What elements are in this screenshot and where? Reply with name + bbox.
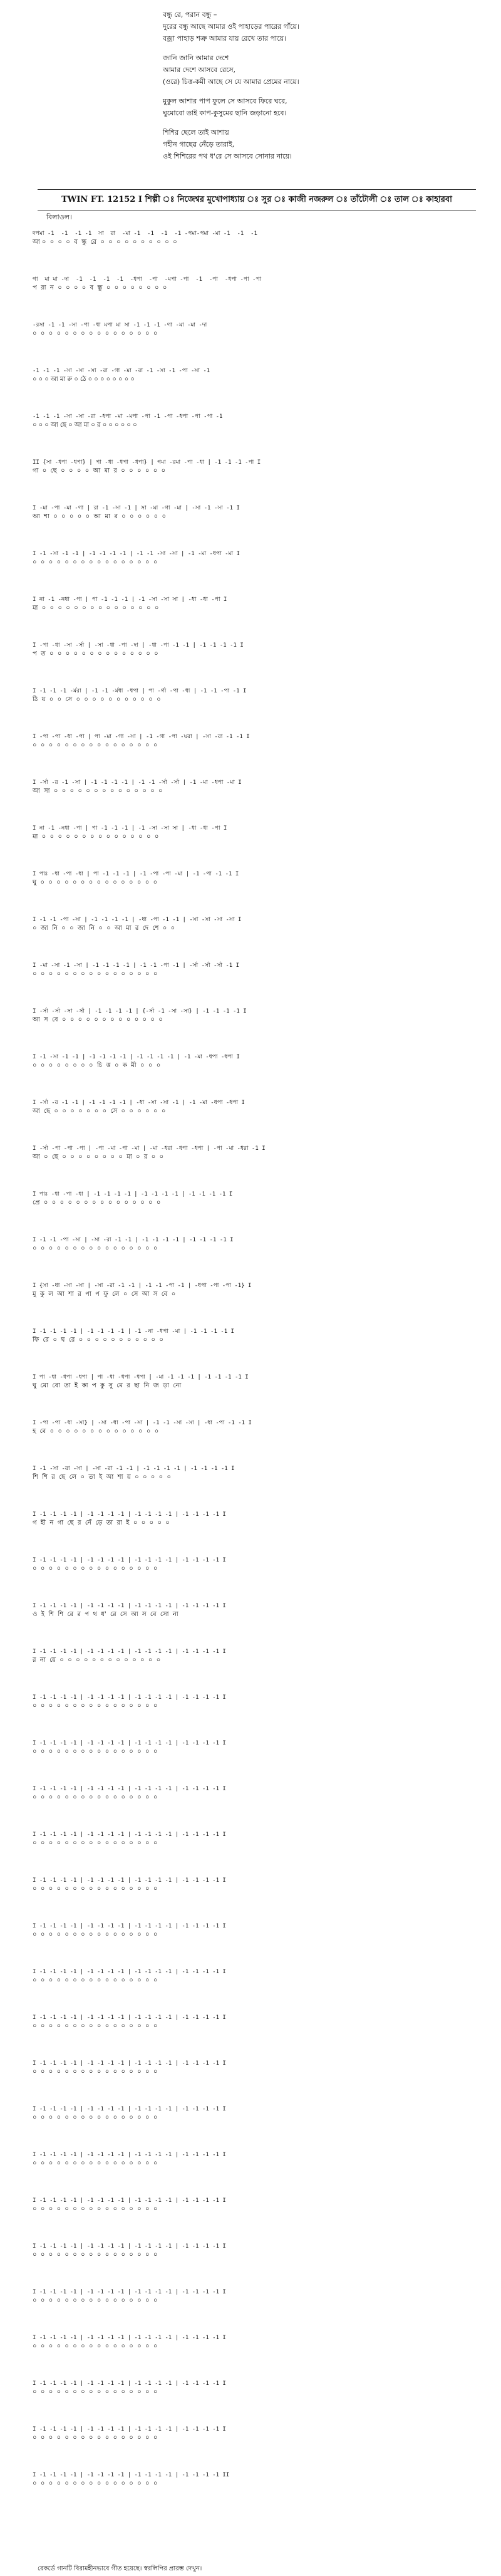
syllable-row: ০ ০ ০ ০ ০ ০ ০ ০ ০ ০ ০ ০ ০ ০ ০ ০ [33, 330, 158, 337]
syllable-row: প রা ন ০ ০ ০ ০ ব ন্ধু ০ ০ ০ ০ ০ ০ ০ ০ [33, 284, 167, 291]
syllable-row: ঘু মো বো তা ই কা প কু সু মে র ছা নি জ ড়া নো [33, 1382, 182, 1389]
notation-system [33, 360, 483, 406]
lyric-line: (ওরে) চিত্ত-কমী আছে সে যে আমার প্রেমের নায়ে। [163, 78, 299, 86]
notation-system [33, 1229, 483, 1275]
notation-system [33, 1504, 483, 1550]
notation-lines [33, 504, 483, 521]
swara-row: I -1 -1 -1 -1 | -1 -1 -1 -1 | -1 -1 -1 -1 | -1 -1 -1 -1 I [33, 1969, 226, 1975]
syllable-row: আ স বে ০ ০ ০ ০ ০ ০ ০ ০ ০ ০ ০ ০ ০ [33, 1016, 163, 1023]
notation-lines [33, 1647, 483, 1665]
syllable-row: ০ ০ ০ আ মা রু ০ ঠে ০ ০ ০ ০ ০ ০ ০ ০ [33, 376, 135, 383]
notation-lines [33, 961, 483, 979]
notation-lines [33, 550, 483, 567]
syllable-row: ০ ০ ০ ০ ০ ০ ০ ০ ০ ০ ০ ০ ০ ০ ০ ০ [33, 1565, 158, 1572]
notation-lines [33, 2425, 483, 2443]
swara-row: I -মা -পা -মা -গা | রা -1 -সা -1 | সা -মা -গা -মা | -সা -1 -সা -1 I [33, 505, 240, 511]
notation-lines [33, 1327, 483, 1345]
swara-row: I -র্সা -র -1 -1 | -1 -1 -1 -1 | -ধা -সা -সা -1 | -1 -মা -ধপা -ধপা I [33, 1100, 245, 1106]
swara-row: I -পা -পা -ধা -সা} | -সা -ধা -পা -সা | -1 -1 -সা -সা | -ধা -পা -1 -1 I [33, 1420, 252, 1426]
song-header: TWIN FT. 12152 I শিল্পী ঃ নিজেশ্বর মুখোপাধ্যায় ঃ সুর ঃ কাজী নজরুল ঃ তাঁটোলী ঃ তাল ঃ কাহারবা [38, 189, 476, 211]
footnote: রেকর্ডে গানটি বিরামহীনভাবে গীত হয়েছে। স্বরলিপির প্রারম্ভ দেখুন। [38, 2565, 202, 2572]
notation-system [33, 498, 483, 543]
notation-lines [33, 915, 483, 933]
notation-lines [33, 2105, 483, 2122]
notation-lines [33, 412, 483, 430]
notation-system [33, 2053, 483, 2099]
notation-lines [33, 1236, 483, 1253]
swara-row: II {সা -ধপা -ধপা} | পা -ধা -ধপা -ধপা} | গমা -রমা -পা -ধা | -1 -1 -1 -পা I [33, 459, 261, 466]
notation-lines [33, 1876, 483, 1894]
swara-row: -1 -1 -1 -সা -সা -সা -রা -গা -মা -রা -1 -সা -1 -পা -সা -1 [33, 368, 210, 374]
notation-system [33, 2281, 483, 2327]
notation-lines [33, 778, 483, 796]
syllable-row: আ ০ ছে ০ ০ ০ ০ ০ ০ ০ ০ মা ০ র ০ ০ [33, 1154, 164, 1160]
notation-system [33, 269, 483, 315]
notation-system [33, 1001, 483, 1046]
syllable-row: ০ ০ ০ ০ ০ ০ ০ ০ চি ত্ত ০ ক মী ০ ০ ০ [33, 1062, 161, 1069]
lyric-stanza [163, 9, 488, 44]
syllable-row: ০ ০ ০ ০ ০ ০ ০ ০ ০ ০ ০ ০ ০ ০ ০ ০ [33, 2206, 158, 2213]
notation-lines [33, 1007, 483, 1025]
notation-lines [33, 1968, 483, 1985]
swara-row: -রসা -1 -1 -সা -পা -ধা মপা মা সা -1 -1 -1 -গা -মা -মা -দা [33, 322, 207, 328]
notation-lines [33, 367, 483, 384]
syllable-row: ০ ০ ০ ০ ০ ০ ০ ০ ০ ০ ০ ০ ০ ০ ০ ০ [33, 1840, 158, 1847]
lyric-line: শিশির ছেলে তাই আশায় [163, 128, 229, 137]
notation-system [33, 1367, 483, 1412]
syllable-row: আ শা ০ ০ ০ ০ ০ আ মা র ০ ০ ০ ০ ০ ০ [33, 513, 166, 520]
syllable-row: র না য়ে ০ ০ ০ ০ ০ ০ ০ ০ ০ ০ ০ ০ ০ [33, 1657, 161, 1664]
syllable-row: ০ ০ ০ ০ ০ ০ ০ ০ ০ ০ ০ ০ ০ ০ ০ ০ [33, 559, 158, 566]
swara-row: I -1 -1 -1 -1 | -1 -1 -1 -1 | -1 -1 -1 -1 | -1 -1 -1 -1 I [33, 1649, 226, 1655]
syllable-row: প ত ০ ০ ০ ০ ০ ০ ০ ০ ০ ০ ০ ০ ০ ০ [33, 650, 158, 657]
syllable-row: ০ ০ ০ ০ ০ ০ ০ ০ ০ ০ ০ ০ ০ ০ ০ ০ [33, 1885, 158, 1892]
notation-system [33, 955, 483, 1001]
notation-system [33, 2190, 483, 2236]
syllable-row: ০ জা নি ০ ০ জা নি ০ ০ আ মা র দে শে ০ ০ [33, 925, 175, 932]
lyric-line: মুকুল আশার পাপ ফুলে সে আসবে ফিরে ঘরে, [163, 97, 287, 105]
notation-lines [33, 824, 483, 842]
syllable-row: ০ ০ ০ ০ ০ ০ ০ ০ ০ ০ ০ ০ ০ ০ ০ ০ [33, 2389, 158, 2396]
swara-row: I -1 -1 -1 -1 | -1 -1 -1 -1 | -1 -1 -1 -1 | -1 -1 -1 -1 I [33, 2106, 226, 2112]
notation-lines [33, 1419, 483, 1436]
notation-system [33, 1138, 483, 1184]
syllable-row: হ বে ০ ০ ০ ০ ০ ০ ০ ০ ০ ০ ০ ০ ০ ০ [33, 1428, 159, 1435]
notation-lines [33, 1098, 483, 1116]
syllable-row: ০ ০ ০ ০ ০ ০ ০ ০ ০ ০ ০ ০ ০ ০ ০ ০ [33, 1703, 158, 1709]
syllable-row: মু কু ল আ শা র পা প ফু লে ০ সে আ স বে ০ [33, 1291, 176, 1298]
notation-lines [33, 1190, 483, 1207]
syllable-row: শি শি র ছে লে ০ তা ই আ শা য় ০ ০ ০ ০ ০ [33, 1474, 172, 1481]
lyric-line: বজ্রা পাহাড় শত্রু আমার যায় রেখে তার পায়ে। [163, 34, 287, 43]
notation-system [33, 1412, 483, 1458]
swara-row: I পাঃ -ধা -পা -ধা | পা -1 -1 -1 | -1 -পা -পা -মা | -1 -পা -1 -1 I [33, 871, 239, 877]
notation-system [33, 2236, 483, 2281]
swara-row: I -1 -1 -পা -সা | -1 -1 -1 -1 | -ধা -পা -1 -1 | -সা -সা -সা -সা I [33, 917, 242, 923]
notation-system [33, 315, 483, 360]
notation-lines [33, 1693, 483, 1711]
swara-row: I -র্সা -পা -পা -পা | -পা -মা -পা -মা | -মা -ধরা -ধপা -ধপা | -পা -মা -ধরা -1 I [33, 1145, 266, 1152]
lyric-line: জানি জানি আমার দেশে [163, 54, 229, 62]
song-lyrics-block [163, 9, 488, 170]
notation-system [33, 2464, 483, 2510]
syllable-row: ঘু ০ ০ ০ ০ ০ ০ ০ ০ ০ ০ ০ ০ ০ ০ ০ [33, 879, 158, 886]
syllable-row: ০ ০ ০ ০ ০ ০ ০ ০ ০ ০ ০ ০ ০ ০ ০ ০ [33, 2251, 158, 2258]
swara-row: গা মা মা -দা -1 -1 -1 -1 -ধপা -পা -মপা -পা -1 -পা -ধপা -পা -পা [33, 276, 262, 283]
notation-lines [33, 2379, 483, 2397]
notation-system [33, 1275, 483, 1321]
notation-system [33, 772, 483, 818]
notation-system [33, 1824, 483, 1870]
swara-row: I -1 -1 -1 -1 | -1 -1 -1 -1 | -1 -1 -1 -1 | -1 -1 -1 -1 I [33, 2152, 226, 2158]
syllable-row: ০ ০ ০ ০ ০ ০ ০ ০ ০ ০ ০ ০ ০ ০ ০ ০ [33, 2297, 158, 2304]
notation-system [33, 2144, 483, 2190]
notation-lines [33, 733, 483, 750]
notation-lines [33, 1373, 483, 1390]
syllable-row: ০ ০ ০ ০ ০ ০ ০ ০ ০ ০ ০ ০ ০ ০ ০ ০ [33, 2160, 158, 2167]
notation-lines [33, 2013, 483, 2031]
swara-row: I -পা -ধা -সা -র্সা | -সা -ধা -পা -দা | -ধা -পা -1 -1 | -1 -1 -1 -1 I [33, 642, 244, 649]
notation-grid [33, 223, 483, 2510]
taal-label: বিলাওল। [46, 213, 72, 221]
syllable-row: ০ ০ ০ ০ ০ ০ ০ ০ ০ ০ ০ ০ ০ ০ ০ ০ [33, 2068, 158, 2075]
notation-lines [33, 1053, 483, 1070]
lyric-line: আমার দেশে আসবে রেসে, [163, 66, 236, 74]
notation-lines [33, 1602, 483, 1619]
swara-row: I -1 -1 -1 -1 | -1 -1 -1 -1 | -1 -1 -1 -1 | -1 -1 -1 -1 I [33, 1511, 226, 1518]
swara-row: I -1 -1 -1 -1 | -1 -1 -1 -1 | -1 -1 -1 -1 | -1 -1 -1 -1 I [33, 1923, 226, 1929]
notation-system [33, 2099, 483, 2144]
swara-row: I -1 -1 -1 -1 | -1 -1 -1 -1 | -1 -1 -1 -1 | -1 -1 -1 -1 I [33, 1832, 226, 1838]
notation-lines [33, 1922, 483, 1939]
notation-lines [33, 2471, 483, 2488]
notation-lines [33, 2288, 483, 2305]
notation-system [33, 543, 483, 589]
notation-system [33, 1916, 483, 1961]
notation-system [33, 1046, 483, 1092]
notation-system [33, 681, 483, 726]
notation-system [33, 1687, 483, 1733]
notation-lines [33, 1785, 483, 1802]
notation-lines [33, 275, 483, 293]
swara-row: I না -1 -নধা -পা | পা -1 -1 -1 | -1 -সা -সা সা | -ধা -ধা -পা I [33, 825, 227, 832]
notation-system [33, 406, 483, 452]
syllable-row: মা ০ ০ ০ ০ ০ ০ ০ ০ ০ ০ ০ ০ ০ ০ ০ [33, 605, 159, 612]
syllable-row: ০ ০ ০ ০ ০ ০ ০ ০ ০ ০ ০ ০ ০ ০ ০ ০ [33, 1977, 158, 1984]
swara-row: I -পা -পা -ধা -পা | পা -মা -গা -সা | -1 -গা -পা -ঘরা | -সা -রা -1 -1 I [33, 734, 250, 740]
syllable-row: ০ ০ ০ ০ ০ ০ ০ ০ ০ ০ ০ ০ ০ ০ ০ ০ [33, 1931, 158, 1938]
syllable-row: ০ ০ ০ ০ ০ ০ ০ ০ ০ ০ ০ ০ ০ ০ ০ ০ [33, 2023, 158, 2030]
notation-system [33, 2419, 483, 2464]
syllable-row: ০ ০ ০ ০ ০ ০ ০ ০ ০ ০ ০ ০ ০ ০ ০ ০ [33, 971, 158, 978]
syllable-row: মা ০ ০ ০ ০ ০ ০ ০ ০ ০ ০ ০ ০ ০ ০ ০ [33, 833, 159, 840]
notation-system [33, 909, 483, 955]
syllable-row: গ হী ন গা ছে র নেঁ ড়ে তা রা ই ০ ০ ০ ০ ০ [33, 1520, 170, 1526]
swara-row: I -1 -1 -1 -1 | -1 -1 -1 -1 | -1 -1 -1 -1 | -1 -1 -1 -1 I [33, 1786, 226, 1792]
notation-lines [33, 1281, 483, 1299]
lyric-stanza [163, 95, 488, 119]
swara-row: I পা -ধা -ধপা -ধপা | পা -ধা -ধপা -ধপা | -মা -1 -1 -1 | -1 -1 -1 -1 I [33, 1374, 249, 1380]
swara-row: দপমা -1 -1 -1 -1 সা রা -মা -1 -1 -1 -1 -পমা-পমা -মা -1 -1 -1 [33, 231, 257, 237]
swara-row: I -1 -1 -1 -1 | -1 -1 -1 -1 | -1 -না -ধপা -মা | -1 -1 -1 -1 I [33, 1328, 234, 1335]
syllable-row: ও ই শি শি রে র প থ ধ' রে সে আ স বে সো না [33, 1611, 178, 1618]
notation-system [33, 2007, 483, 2053]
swara-row: I -1 -1 -1 -1 | -1 -1 -1 -1 | -1 -1 -1 -1 | -1 -1 -1 -1 I [33, 1877, 226, 1884]
swara-row: I -1 -1 -1 -1 | -1 -1 -1 -1 | -1 -1 -1 -1 | -1 -1 -1 -1 I [33, 1557, 226, 1563]
notation-system [33, 223, 483, 269]
notation-lines [33, 1830, 483, 1848]
swara-row: I -1 -সা -রা -সা | -সা -রা -1 -1 | -1 -1 -1 -1 | -1 -1 -1 -1 I [33, 1466, 235, 1472]
notation-lines [33, 2151, 483, 2168]
notation-lines [33, 2059, 483, 2077]
notation-system [33, 1733, 483, 1778]
syllable-row: আ ০ ০ ০ ০ ব ন্ধু রে ০ ০ ০ ০ ০ ০ ০ ০ ০ ০ [33, 239, 177, 246]
syllable-row: ০ ০ ০ ০ ০ ০ ০ ০ ০ ০ ০ ০ ০ ০ ০ ০ [33, 1748, 158, 1755]
swara-row: I -1 -1 -1 -র্মরা | -1 -1 -র্মধা -ধপা | পা -র্গা -পা -ধা | -1 -1 -পা -1 I [33, 688, 247, 694]
swara-row: I -1 -সা -1 -1 | -1 -1 -1 -1 | -1 -1 -1 -1 | -1 -মা -ধপা -ধপা I [33, 1054, 240, 1060]
syllable-row: প্রে ০ ০ ০ ০ ০ ০ ০ ০ ০ ০ ০ ০ ০ ০ ০ [33, 1199, 161, 1206]
syllable-row: ০ ০ ০ আ ছে ০ আ মা ০ র ০ ০ ০ ০ ০ ০ [33, 422, 137, 429]
notation-lines [33, 687, 483, 704]
syllable-row: আ ছে ০ ০ ০ ০ ০ ০ ০ সে ০ ০ ০ ০ ০ ০ [33, 1108, 166, 1115]
notation-system [33, 818, 483, 863]
lyric-stanza [163, 127, 488, 162]
swara-row: I -1 -1 -1 -1 | -1 -1 -1 -1 | -1 -1 -1 -1 | -1 -1 -1 -1 I [33, 2289, 226, 2295]
notation-system [33, 2373, 483, 2419]
swara-row: I -1 -1 -1 -1 | -1 -1 -1 -1 | -1 -1 -1 -1 | -1 -1 -1 -1 I [33, 2335, 226, 2341]
notation-lines [33, 1144, 483, 1162]
syllable-row: ফি রে ০ ঘ রে ০ ০ ০ ০ ০ ০ ০ ০ ০ ০ ০ [33, 1337, 163, 1343]
syllable-row: ০ ০ ০ ০ ০ ০ ০ ০ ০ ০ ০ ০ ০ ০ ০ ০ [33, 2434, 158, 2441]
notation-lines [33, 1510, 483, 1528]
syllable-row: ঠি য় ০ ০ সে ০ ০ ০ ০ ০ ০ ০ ০ ০ ০ ০ [33, 696, 161, 703]
syllable-row: ০ ০ ০ ০ ০ ০ ০ ০ ০ ০ ০ ০ ০ ০ ০ ০ [33, 1245, 158, 1252]
swara-row: I -মা -সা -1 -সা | -1 -1 -1 -1 | -1 -1 -পা -1 | -র্সা -র্সা -র্সা -1 I [33, 962, 240, 969]
notation-system [33, 1641, 483, 1687]
lyric-stanza [163, 52, 488, 88]
syllable-row: গা ০ ছে ০ ০ ০ ০ আ মা র ০ ০ ০ ০ ০ ০ [33, 467, 166, 474]
notation-lines [33, 458, 483, 476]
swara-row: I -1 -1 -পা -সা | -সা -রা -1 -1 | -1 -1 -1 -1 | -1 -1 -1 -1 I [33, 1237, 234, 1243]
swara-row: I -1 -1 -1 -1 | -1 -1 -1 -1 | -1 -1 -1 -1 | -1 -1 -1 -1 II [33, 2472, 230, 2478]
notation-lines [33, 1739, 483, 1756]
lyric-line: ঘুমোবো তাই কাপ-কুসুমের ছানি জড়ানো হবে। [163, 109, 287, 117]
syllable-row: ০ ০ ০ ০ ০ ০ ০ ০ ০ ০ ০ ০ ০ ০ ০ ০ [33, 2114, 158, 2121]
swara-row: I -র্সা -র্সা -সা -র্সা | -1 -1 -1 -1 | {-র্সা -1 -সা -সা} | -1 -1 -1 -1 I [33, 1008, 247, 1014]
swara-row: I -1 -1 -1 -1 | -1 -1 -1 -1 | -1 -1 -1 -1 | -1 -1 -1 -1 I [33, 1694, 226, 1701]
notation-lines [33, 321, 483, 338]
swara-row: I -1 -1 -1 -1 | -1 -1 -1 -1 | -1 -1 -1 -1 | -1 -1 -1 -1 I [33, 2198, 226, 2204]
notation-lines [33, 229, 483, 247]
notation-system [33, 1870, 483, 1916]
syllable-row: ০ ০ ০ ০ ০ ০ ০ ০ ০ ০ ০ ০ ০ ০ ০ ০ [33, 1794, 158, 1801]
notation-lines [33, 641, 483, 659]
notation-system [33, 1778, 483, 1824]
swara-row: I -1 -1 -1 -1 | -1 -1 -1 -1 | -1 -1 -1 -1 | -1 -1 -1 -1 I [33, 1603, 226, 1609]
lyric-line: দুরের বন্ধু আছে আমার ওই পাহাড়ের পারের গাঁয়ে। [163, 23, 299, 31]
notation-system [33, 863, 483, 909]
syllable-row: ০ ০ ০ ০ ০ ০ ০ ০ ০ ০ ০ ০ ০ ০ ০ ০ [33, 742, 158, 749]
notation-system [33, 452, 483, 498]
notation-system [33, 1321, 483, 1367]
notation-system [33, 1595, 483, 1641]
swara-row: I -1 -1 -1 -1 | -1 -1 -1 -1 | -1 -1 -1 -1 | -1 -1 -1 -1 I [33, 1740, 226, 1746]
swara-row: -1 -1 -1 -সা -সা -রা -ধপা -মা -মপা -পা -1 -পা -ধপা -পা -পা -1 [33, 414, 223, 420]
syllable-row: ০ ০ ০ ০ ০ ০ ০ ০ ০ ০ ০ ০ ০ ০ ০ ০ [33, 2480, 158, 2487]
lyric-line: বন্ধু রে, পরান বন্ধু – [163, 11, 217, 19]
swara-row: I -1 -1 -1 -1 | -1 -1 -1 -1 | -1 -1 -1 -1 | -1 -1 -1 -1 I [33, 2426, 226, 2433]
notation-lines [33, 870, 483, 887]
notation-system [33, 589, 483, 635]
lyric-line: গহীন গাছেৱ নেঁড়ে তারাই, [163, 140, 235, 149]
swara-row: I -1 -সা -1 -1 | -1 -1 -1 -1 | -1 -1 -সা -সা | -1 -মা -ধপা -মা I [33, 551, 240, 557]
swara-row: I -র্সা -র -1 -সা | -1 -1 -1 -1 | -1 -1 -র্সা -র্সা | -1 -মা -ধপা -মা I [33, 780, 242, 786]
notation-system [33, 1092, 483, 1138]
notation-system [33, 1961, 483, 2007]
swara-row: I -1 -1 -1 -1 | -1 -1 -1 -1 | -1 -1 -1 -1 | -1 -1 -1 -1 I [33, 2060, 226, 2067]
notation-system [33, 1550, 483, 1595]
notation-system [33, 635, 483, 681]
notation-system [33, 2327, 483, 2373]
notation-lines [33, 2196, 483, 2214]
lyric-line: ওই শিশিরের পথ ধ'রে সে আসবে সোনার নায়ে। [163, 152, 292, 160]
swara-row: I -1 -1 -1 -1 | -1 -1 -1 -1 | -1 -1 -1 -1 | -1 -1 -1 -1 I [33, 2015, 226, 2021]
swara-row: I -1 -1 -1 -1 | -1 -1 -1 -1 | -1 -1 -1 -1 | -1 -1 -1 -1 I [33, 2380, 226, 2387]
swara-row: I না -1 -নধা -পা | পা -1 -1 -1 | -1 -সা -সা সা | -ধা -ধা -পা I [33, 597, 227, 603]
swara-row: I {সা -ধা -সা -সা | -সা -রা -1 -1 | -1 -1 -পা -1 | -ধপা -পা -পা -1} I [33, 1283, 252, 1289]
notation-system [33, 1458, 483, 1504]
swara-row: I পাঃ -ধা -পা -ধা | -1 -1 -1 -1 | -1 -1 -1 -1 | -1 -1 -1 -1 I [33, 1191, 233, 1197]
notation-lines [33, 1556, 483, 1573]
notation-lines [33, 1464, 483, 1482]
notation-system [33, 1184, 483, 1229]
swara-row: I -1 -1 -1 -1 | -1 -1 -1 -1 | -1 -1 -1 -1 | -1 -1 -1 -1 I [33, 2243, 226, 2250]
notation-lines [33, 2334, 483, 2351]
syllable-row: ০ ০ ০ ০ ০ ০ ০ ০ ০ ০ ০ ০ ০ ০ ০ ০ [33, 2343, 158, 2350]
notation-system [33, 726, 483, 772]
notation-lines [33, 2242, 483, 2260]
notation-lines [33, 595, 483, 613]
syllable-row: আ সা ০ ০ ০ ০ ০ ০ ০ ০ ০ ০ ০ ০ ০ ০ [33, 788, 163, 795]
